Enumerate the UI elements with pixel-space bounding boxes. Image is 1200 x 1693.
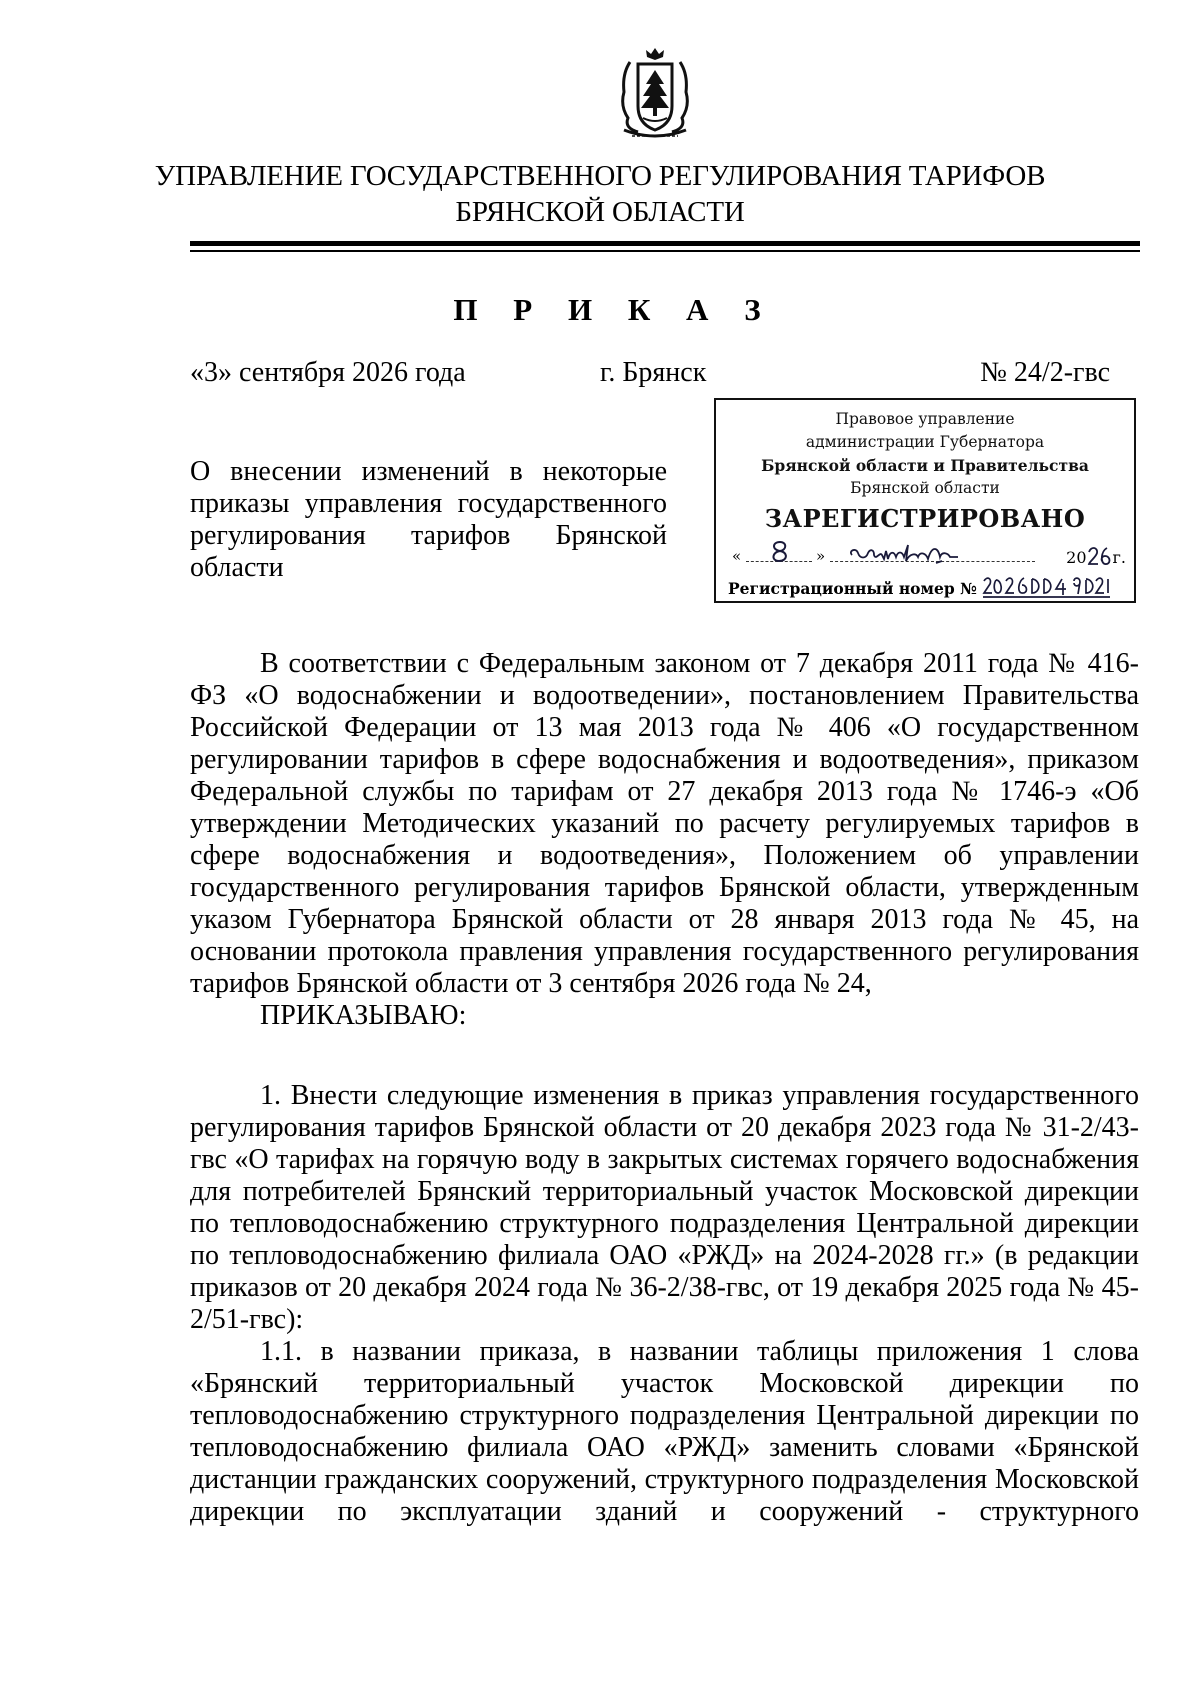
stamp-month-handwriting: [846, 541, 996, 567]
header-divider-thick: [190, 241, 1140, 246]
order-word: ПРИКАЗЫВАЮ:: [260, 1000, 467, 1031]
coat-of-arms-icon: [610, 44, 700, 144]
header-divider-thin: [190, 250, 1140, 252]
stamp-date-row: [728, 539, 1126, 569]
registration-stamp: [714, 398, 1136, 603]
item-1-paragraph: 1. Внести следующие изменения в приказ управления государственного регулирования тарифов Брянской области от 20 декабря 2023 года № 31-2/43-гвс «О тарифах на горячую воду в закрытых системах горячего водоснабжения для потребителей Брянский территориальный участок Московской дирекции по тепловодоснабжению структурного подразделения Центральной дирекции по тепловодоснабжению филиала ОАО «РЖД» на 2024-2028 гг.» (в редакции приказов от 20 декабря 2024 года № 36-2/38-гвс, от 19 декабря 2025 года № 45-2/51-гвс):: [190, 1080, 1139, 1335]
document-number: № 24/2-гвс: [980, 357, 1110, 388]
document-city: г. Брянск: [600, 357, 707, 388]
stamp-day-handwriting: [764, 539, 798, 565]
stamp-year-handwriting: [1087, 545, 1113, 567]
item-1-1-paragraph: 1.1. в названии приказа, в названии таблицы приложения 1 слова «Брянский территориальный участок Московской дирекции по тепловодоснабжению структурного подразделения Центральной дирекции по тепловодоснабжению филиала ОАО «РЖД» заменить словами «Брянской дистанции гражданских сооружений, структурного подразделения Московской дирекции по эксплуатации зданий и сооружений - структурного: [190, 1336, 1139, 1527]
organization-name-line1: УПРАВЛЕНИЕ ГОСУДАРСТВЕННОГО РЕГУЛИРОВАНИЯ ТАРИФОВ: [154, 160, 1046, 192]
stamp-line-4: Брянской области: [850, 479, 1000, 497]
organization-name-line2: БРЯНСКОЙ ОБЛАСТИ: [455, 196, 745, 228]
organization-name: [0, 158, 1200, 230]
preamble-section: [190, 648, 1139, 1032]
stamp-quote-open: «: [732, 547, 742, 565]
stamp-registration-handwriting: [982, 575, 1112, 599]
stamp-line-1: Правовое управление: [835, 410, 1015, 428]
stamp-line-2: администрации Губернатора: [805, 433, 1045, 451]
preamble-paragraph: В соответствии с Федеральным законом от 7 декабря 2011 года № 416-ФЗ «О водоснабжении и водоотведении», постановлением Правительства Российской Федерации от 13 мая 2013 года № 406 «О государственном регулировании тарифов в сфере водоснабжения и водоотведения», приказом Федеральной службы по тарифам от 27 декабря 2013 года № 1746-э «Об утверждении Методических указаний по расчету регулируемых тарифов в сфере водоснабжения и водоотведения», Положением об управлении государственного регулирования тарифов Брянской области, утвержденным указом Губернатора Брянской области от 28 января 2013 года № 45, на основании протокола правления управления государственного регулирования тарифов Брянской области от 3 сентября 2026 года № 24,: [190, 648, 1139, 999]
order-items: [190, 1080, 1139, 1528]
stamp-year-prefix: 20: [1066, 548, 1087, 567]
stamp-status: ЗАРЕГИСТРИРОВАНО: [764, 504, 1086, 533]
document-title: П Р И К А З: [453, 292, 775, 327]
stamp-quote-close: »: [816, 547, 826, 565]
stamp-year: [1066, 545, 1126, 567]
stamp-year-unit: г.: [1112, 548, 1126, 567]
document-date: «3» сентября 2026 года: [190, 357, 466, 388]
document-subject: О внесении изменений в некоторые приказы управления государственного регулирования тарифов Брянской области: [190, 456, 667, 583]
stamp-registration: [728, 575, 1112, 599]
stamp-registration-label: Регистрационный номер №: [728, 579, 977, 598]
stamp-line-3: Брянской области и Правительства: [761, 456, 1089, 475]
